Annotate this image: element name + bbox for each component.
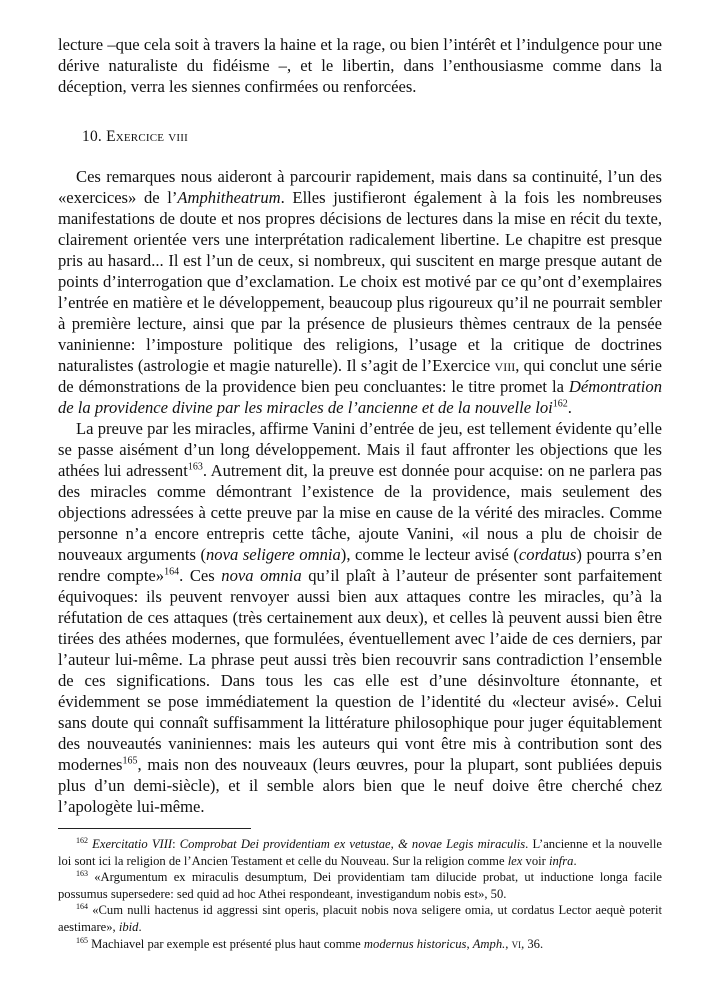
footnote-separator [58,828,251,829]
main-text [58,166,662,817]
paragraph-2: La preuve par les miracles, affirme Vanini d’entrée de jeu, est tellement évidente qu’elle se passe aisément d’un long développement. Mais il faut affronter les objections que les athées lui adressent$^{163}$. Autrement dit, la preuve est donnée pour acquise: on ne parlera pas des miracles comme démontrant l’existence de la providence, mais seulement des objections adressées à cette preuve par la mise en cause de la vérité des miracles. Comme personne n’a encore entrepris cette tâche, ajoute Vanini, «il nous a plu de choisir de nouveaux arguments (nova seligere omnia), comme le lecteur avisé (cordatus) pourra s’en rendre compte»$^{164}$. Ces nova omnia qu’il plaît à l’auteur de présenter sont parfaitement équivoques: ils peuvent renvoyer aussi bien aux attaques contre les miracles, qu’à la réfutation de ces attaques (très certainement aux deux), et celles là peuvent aussi bien être tirées des athées modernes, que formulées, éventuellement avec l’aide de ces derniers, par l’auteur lui-même. La phrase peut aussi très bien recouvrir sans contradiction l’ensemble de ces significations. Dans tous les cas elle est d’une désinvolture étonnante, et évidemment se pose immédiatement la question de l’identité du «lecteur avisé». Celui sans doute qui connaît suffisamment la littérature philosophique pour juger équitablement des nouveautés vaniniennes: mais les auteurs qui vont être mis à contribution sont des modernes$^{165}$, mais non des nouveaux (leurs œuvres, pour la plupart, sont publiées depuis plus d’un demi-siècle), et il semble alors bien que le neuf doive être cherché chez l’apologète lui-même. [58,419,663,816]
footnote-164: $^{164}$ «Cum nulli hactenus id aggressi sint operis, placuit nobis nova seligere omia, ut cordatus Lector aequè poterit aestimare», ibid. [58,902,662,934]
footnote-ref-165: 165 [122,755,138,767]
footnote-163: $^{163}$ «Argumentum ex miraculis desumptum, Dei providentiam tam dilucide probat, ut inductione longa facile possumus supersedere: sed quid ad hoc Athei respondeant, investigandum nobis est», 50. [58,869,662,901]
top-paragraph: lecture –que cela soit à travers la haine et la rage, ou bien l’intérêt et l’indulgence pour une dérive naturaliste du fidéisme –, et le libertin, dans l’enthousiasme comme dans la déception, verra les siennes confirmées ou renforcées. [58,35,662,96]
footnote-165: $^{165}$ Machiavel par exemple est présenté plus haut comme modernus historicus, Amph., vi, 36. [76,935,544,951]
top-paragraph-block [58,34,662,97]
section-number: 10. [82,128,102,145]
section-heading [82,128,188,146]
footnote-ref-164: 164 [164,566,180,578]
footnote-ref-163: 163 [187,461,203,473]
footnotes [58,836,662,952]
section-title: Exercice viii [106,128,188,145]
paragraph-1: Ces remarques nous aideront à parcourir rapidement, mais dans sa continuité, l’un des «exercices» de l’Amphitheatrum. Elles justifieront également à la fois les nombreuses manifestations de doute et nos propres décisions de lectures dans la mise en récit du texte, clairement orientée vers une interprétation radicalement libertine. Le chapitre est presque pris au hasard... Il est l’un de ceux, si nombreux, qui suscitent en marge presque autant de points d’interrogation que d’exclamation. Le choix est motivé par ce qu’ont d’exemplaires l’entrée en matière et le développement, beaucoup plus rigoureux qu’il ne pourrait sembler à première lecture, ainsi que par la présence de plusieurs thèmes centraux de la pensée vaninienne: l’imposture politique des religions, l’usage et la critique de doctrines naturalistes (astrologie et magie naturelle). Il s’agit de l’Exercice viii, qui conclut une série de démonstrations de la providence bien peu concluantes: le titre promet la Démontration de la providence divine par les miracles de l’ancienne et de la nouvelle loi$^{162}$. [58,167,662,417]
footnote-162: $^{162}$ Exercitatio VIII: Comprobat Dei providentiam ex vetustae, & novae Legis miraculis. L’ancienne et la nouvelle loi sont ici la religion de l’Ancien Testament et celle du Nouveau. Sur la religion comme lex voir infra. [58,835,662,868]
footnote-ref-162: 162 [552,398,568,410]
